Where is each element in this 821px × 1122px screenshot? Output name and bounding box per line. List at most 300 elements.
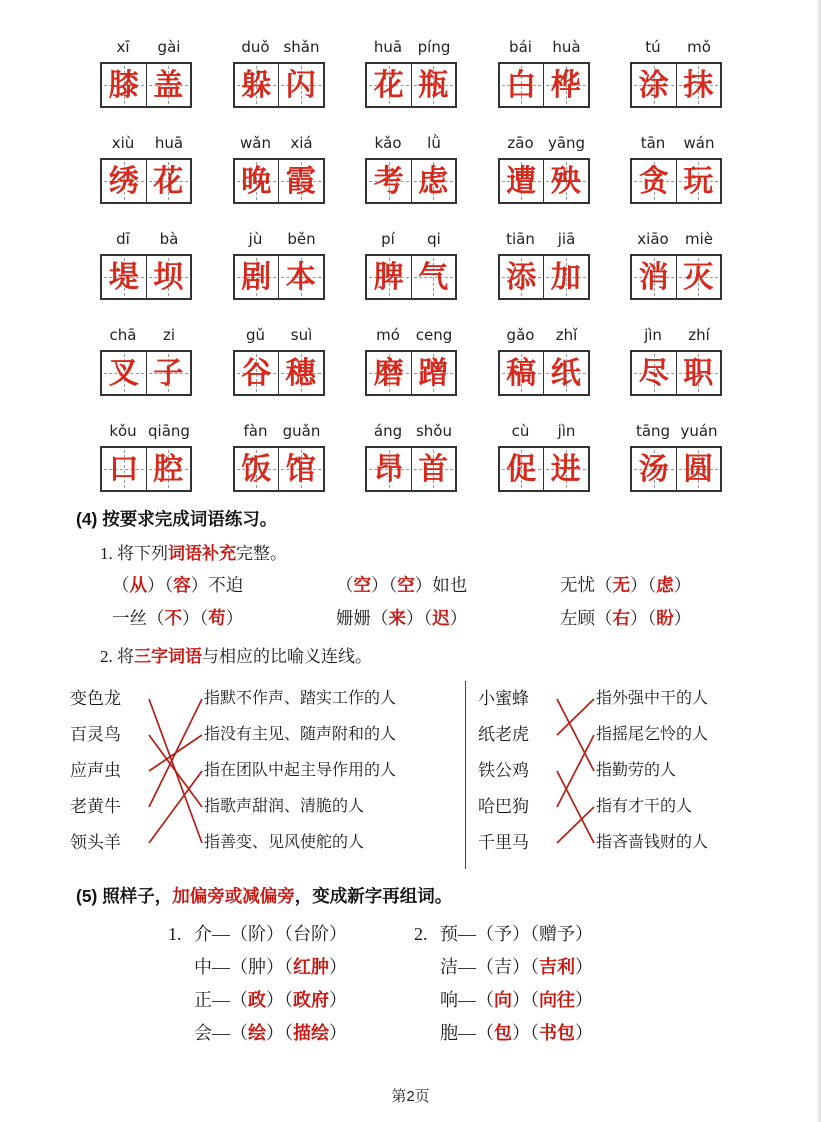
static-text: 与相应的比喻义连线。 bbox=[202, 647, 372, 666]
pinyin-syllable: kǒu bbox=[109, 422, 137, 440]
static-text: 一丝（ bbox=[112, 608, 165, 628]
connect-line bbox=[557, 699, 594, 771]
word-item bbox=[233, 134, 325, 204]
connect-meanings-column bbox=[204, 681, 465, 869]
connect-meaning: 指善变、见风使舵的人 bbox=[204, 834, 365, 851]
connect-meaning: 指摇尾乞怜的人 bbox=[596, 726, 709, 743]
grid-cell bbox=[102, 160, 146, 202]
pinyin-syllable: zhǐ bbox=[555, 326, 578, 344]
grid-cell bbox=[500, 64, 544, 106]
connect-word: 千里马 bbox=[478, 833, 529, 852]
character-grid-box bbox=[365, 158, 457, 204]
grid-cell bbox=[632, 64, 676, 106]
pinyin-label bbox=[233, 326, 325, 350]
word-item bbox=[498, 326, 590, 396]
static-text: —（ bbox=[212, 1023, 248, 1043]
connect-line bbox=[557, 807, 594, 843]
static-text: 正 bbox=[194, 990, 212, 1010]
pinyin-syllable: tiān bbox=[506, 230, 535, 248]
connect-word: 百灵鸟 bbox=[70, 725, 121, 744]
grid-cell bbox=[500, 160, 544, 202]
answer-text: 迟 bbox=[432, 608, 450, 628]
character-grid-box bbox=[233, 350, 325, 396]
pinyin-syllable: xiá bbox=[290, 134, 313, 152]
pinyin-syllable: xiù bbox=[111, 134, 135, 152]
item-number: 1. bbox=[168, 924, 182, 944]
pinyin-syllable: jìn bbox=[644, 326, 662, 344]
pinyin-syllable: cù bbox=[511, 422, 530, 440]
static-text: 中 bbox=[194, 957, 212, 977]
static-text: ）（ bbox=[266, 990, 293, 1010]
answer-text: 描绘 bbox=[293, 1023, 329, 1043]
static-text: 肿 bbox=[248, 957, 266, 977]
grid-cell bbox=[632, 256, 676, 298]
connect-meaning: 指没有主见、随声附和的人 bbox=[204, 726, 397, 743]
section5-col1 bbox=[168, 918, 414, 1050]
grid-cell bbox=[543, 352, 588, 394]
pinyin-syllable: běn bbox=[287, 230, 316, 248]
pinyin-label bbox=[365, 134, 457, 158]
pinyin-label bbox=[365, 422, 457, 446]
static-text: ） bbox=[329, 924, 347, 944]
static-text: 洁 bbox=[440, 957, 458, 977]
grid-character: 玩 bbox=[683, 165, 714, 198]
connect-lines bbox=[556, 681, 596, 869]
word-item bbox=[365, 326, 457, 396]
word-item bbox=[630, 134, 722, 204]
word-grid bbox=[0, 0, 821, 492]
pinyin-syllable: wǎn bbox=[240, 134, 271, 152]
grid-character: 首 bbox=[418, 453, 449, 486]
grid-character: 躲 bbox=[241, 69, 272, 102]
character-grid-box bbox=[630, 62, 722, 108]
connect-meaning: 指吝啬钱财的人 bbox=[596, 834, 709, 851]
character-grid-box bbox=[233, 446, 325, 492]
grid-character: 遭 bbox=[506, 165, 537, 198]
connect-area bbox=[70, 681, 770, 869]
character-grid-box bbox=[630, 254, 722, 300]
grid-character: 进 bbox=[550, 453, 581, 486]
pinyin-label bbox=[100, 38, 192, 62]
connect-meaning: 指在团队中起主导作用的人 bbox=[204, 762, 397, 779]
grid-cell bbox=[411, 256, 456, 298]
grid-character: 腔 bbox=[153, 453, 184, 486]
pinyin-syllable: qi bbox=[427, 230, 441, 248]
static-text: 1. 将下列 bbox=[100, 544, 168, 563]
word-item bbox=[630, 230, 722, 300]
fill-in-phrase bbox=[336, 572, 560, 597]
pinyin-syllable: suì bbox=[290, 326, 313, 344]
character-grid-box bbox=[365, 254, 457, 300]
pinyin-label bbox=[630, 422, 722, 446]
static-text: ）（ bbox=[266, 1023, 293, 1043]
grid-cell bbox=[235, 448, 279, 490]
grid-character: 桦 bbox=[550, 69, 581, 102]
static-text: (5) 照样子， bbox=[76, 886, 173, 906]
connect-meaning: 指勤劳的人 bbox=[596, 762, 677, 779]
word-grid-row bbox=[100, 326, 722, 396]
answer-text: 绘 bbox=[248, 1023, 266, 1043]
pinyin-syllable: zāo bbox=[507, 134, 534, 152]
character-grid-box bbox=[100, 62, 192, 108]
word-item bbox=[100, 134, 192, 204]
pinyin-label bbox=[233, 422, 325, 446]
grid-character: 绣 bbox=[108, 165, 139, 198]
grid-character: 加 bbox=[550, 261, 581, 294]
character-grid-box bbox=[630, 446, 722, 492]
pinyin-syllable: guǎn bbox=[282, 422, 321, 440]
connect-meaning: 指有才干的人 bbox=[596, 798, 693, 815]
section5-body bbox=[0, 918, 821, 1050]
grid-character: 晚 bbox=[241, 165, 272, 198]
connect-lines-svg bbox=[148, 685, 204, 865]
pinyin-syllable: pí bbox=[381, 230, 395, 248]
pinyin-syllable: gài bbox=[157, 38, 181, 56]
grid-character: 盖 bbox=[153, 69, 184, 102]
pinyin-syllable: zhí bbox=[688, 326, 710, 344]
grid-character: 殃 bbox=[550, 165, 581, 198]
static-text: ）（ bbox=[406, 608, 433, 628]
derive-item bbox=[414, 984, 593, 1017]
pinyin-syllable: yuán bbox=[680, 422, 718, 440]
grid-cell bbox=[632, 352, 676, 394]
phrase-row bbox=[112, 605, 821, 630]
static-text: ）（ bbox=[266, 957, 293, 977]
grid-cell bbox=[500, 352, 544, 394]
static-text: ）（ bbox=[512, 1023, 539, 1043]
connect-meanings-column bbox=[596, 681, 765, 869]
pinyin-label bbox=[630, 326, 722, 350]
grid-cell bbox=[632, 160, 676, 202]
character-grid-box bbox=[100, 350, 192, 396]
word-grid-row bbox=[100, 38, 722, 108]
answer-text: 从 bbox=[129, 575, 147, 595]
grid-character: 剧 bbox=[241, 261, 272, 294]
grid-cell bbox=[146, 448, 191, 490]
answer-text: 右 bbox=[612, 608, 630, 628]
pinyin-syllable: kǎo bbox=[374, 134, 402, 152]
answer-text: 包 bbox=[494, 1023, 512, 1043]
grid-character: 闪 bbox=[285, 69, 316, 102]
answer-text: 来 bbox=[388, 608, 406, 628]
grid-character: 瓶 bbox=[418, 69, 449, 102]
grid-character: 磨 bbox=[373, 357, 404, 390]
connect-meaning: 指外强中干的人 bbox=[596, 690, 709, 707]
grid-cell bbox=[543, 256, 588, 298]
derive-item bbox=[414, 918, 593, 951]
grid-character: 圆 bbox=[683, 453, 714, 486]
connect-word: 变色龙 bbox=[70, 689, 121, 708]
pinyin-label bbox=[100, 326, 192, 350]
grid-character: 口 bbox=[108, 453, 139, 486]
word-grid-row bbox=[100, 230, 722, 300]
word-item bbox=[233, 38, 325, 108]
character-grid-box bbox=[365, 446, 457, 492]
word-grid-row bbox=[100, 422, 722, 492]
static-text: —（ bbox=[212, 924, 248, 944]
static-text: 台阶 bbox=[293, 924, 329, 944]
word-item bbox=[100, 326, 192, 396]
grid-character: 汤 bbox=[638, 453, 669, 486]
word-item bbox=[498, 422, 590, 492]
word-grid-row bbox=[100, 134, 722, 204]
pinyin-syllable: mǒ bbox=[687, 38, 711, 56]
page-number: 第2页 bbox=[391, 1088, 430, 1105]
character-grid-box bbox=[100, 446, 192, 492]
grid-cell bbox=[411, 64, 456, 106]
static-text: 左顾（ bbox=[560, 608, 613, 628]
grid-cell bbox=[543, 448, 588, 490]
derive-item bbox=[414, 951, 593, 984]
connect-word: 小蜜蜂 bbox=[478, 689, 529, 708]
connect-lines-svg bbox=[556, 685, 596, 865]
connect-line bbox=[149, 699, 202, 807]
pinyin-label bbox=[365, 326, 457, 350]
static-text: ）（ bbox=[147, 575, 174, 595]
grid-cell bbox=[102, 448, 146, 490]
static-text: ） bbox=[575, 990, 593, 1010]
fill-in-phrase bbox=[112, 605, 336, 630]
grid-character: 霞 bbox=[285, 165, 316, 198]
grid-character: 坝 bbox=[153, 261, 184, 294]
grid-character: 贪 bbox=[638, 165, 669, 198]
fill-in-phrase bbox=[112, 572, 336, 597]
static-text: 2. 将 bbox=[100, 647, 134, 666]
character-grid-box bbox=[100, 158, 192, 204]
pinyin-syllable: ceng bbox=[415, 326, 453, 344]
character-grid-box bbox=[498, 158, 590, 204]
grid-character: 促 bbox=[506, 453, 537, 486]
pinyin-label bbox=[630, 134, 722, 158]
grid-cell bbox=[278, 64, 323, 106]
answer-text: 政府 bbox=[293, 990, 329, 1010]
character-grid-box bbox=[498, 62, 590, 108]
derive-item bbox=[414, 1017, 593, 1050]
static-text: ） bbox=[575, 1023, 593, 1043]
word-item bbox=[100, 230, 192, 300]
grid-character: 饭 bbox=[241, 453, 272, 486]
character-grid-box bbox=[233, 62, 325, 108]
grid-character: 脾 bbox=[373, 261, 404, 294]
grid-character: 考 bbox=[373, 165, 404, 198]
grid-character: 职 bbox=[683, 357, 714, 390]
pinyin-syllable: tú bbox=[645, 38, 661, 56]
connect-word: 领头羊 bbox=[70, 833, 121, 852]
static-text: —（ bbox=[458, 957, 494, 977]
word-item bbox=[498, 230, 590, 300]
connect-line bbox=[557, 699, 594, 735]
static-text: ）（ bbox=[630, 575, 657, 595]
derive-item bbox=[168, 918, 414, 951]
static-text: ） bbox=[575, 924, 593, 944]
grid-cell bbox=[146, 352, 191, 394]
character-grid-box bbox=[498, 254, 590, 300]
pinyin-label bbox=[498, 422, 590, 446]
grid-character: 花 bbox=[373, 69, 404, 102]
answer-text: 不 bbox=[164, 608, 182, 628]
grid-cell bbox=[146, 160, 191, 202]
grid-cell bbox=[676, 64, 721, 106]
pinyin-label bbox=[630, 230, 722, 254]
pinyin-syllable: xiāo bbox=[637, 230, 669, 248]
grid-cell bbox=[278, 448, 323, 490]
grid-character: 涂 bbox=[638, 69, 669, 102]
connect-line bbox=[557, 771, 594, 843]
static-text: ）（ bbox=[512, 990, 539, 1010]
pinyin-syllable: bái bbox=[509, 38, 532, 56]
connect-lines bbox=[148, 681, 204, 869]
pinyin-syllable: píng bbox=[417, 38, 451, 56]
grid-character: 消 bbox=[638, 261, 669, 294]
pinyin-syllable: jiā bbox=[557, 230, 576, 248]
static-text: 会 bbox=[194, 1023, 212, 1043]
grid-character: 穗 bbox=[285, 357, 316, 390]
answer-text: 向往 bbox=[539, 990, 575, 1010]
ex1-label bbox=[100, 539, 821, 564]
character-grid-box bbox=[365, 62, 457, 108]
connect-word: 老黄牛 bbox=[70, 797, 121, 816]
static-text: ）如也 bbox=[414, 575, 468, 595]
pinyin-syllable: fàn bbox=[243, 422, 268, 440]
static-text: 阶 bbox=[248, 924, 266, 944]
grid-cell bbox=[632, 448, 676, 490]
item-number: 2. bbox=[414, 924, 428, 944]
scan-edge bbox=[816, 0, 821, 1122]
pinyin-syllable: lǜ bbox=[427, 134, 441, 152]
static-text: —（ bbox=[458, 990, 494, 1010]
grid-character: 稿 bbox=[506, 357, 537, 390]
fill-in-phrase bbox=[560, 605, 691, 630]
pinyin-syllable: zi bbox=[162, 326, 176, 344]
word-item bbox=[100, 422, 192, 492]
word-item bbox=[630, 326, 722, 396]
section4-heading: (4) 按要求完成词语练习。 bbox=[76, 509, 278, 529]
pinyin-label bbox=[498, 134, 590, 158]
connect-words-column bbox=[478, 681, 556, 869]
pinyin-label bbox=[365, 38, 457, 62]
word-item bbox=[498, 134, 590, 204]
pinyin-label bbox=[100, 134, 192, 158]
connect-left bbox=[70, 681, 465, 869]
character-grid-box bbox=[498, 446, 590, 492]
pinyin-syllable: qiāng bbox=[148, 422, 190, 440]
word-item bbox=[365, 230, 457, 300]
pinyin-syllable: gǔ bbox=[245, 326, 266, 344]
character-grid-box bbox=[630, 350, 722, 396]
character-grid-box bbox=[498, 350, 590, 396]
answer-text: 虑 bbox=[656, 575, 674, 595]
answer-text: 词语补充 bbox=[168, 544, 236, 563]
static-text: 姗姗（ bbox=[336, 608, 389, 628]
word-item bbox=[630, 38, 722, 108]
static-text: （ bbox=[112, 575, 130, 595]
pinyin-syllable: gǎo bbox=[506, 326, 535, 344]
static-text: ） bbox=[329, 1023, 347, 1043]
static-text: ）（ bbox=[512, 957, 539, 977]
answer-text: 容 bbox=[173, 575, 191, 595]
connect-word: 纸老虎 bbox=[478, 725, 529, 744]
grid-character: 虑 bbox=[418, 165, 449, 198]
grid-cell bbox=[146, 256, 191, 298]
pinyin-label bbox=[233, 134, 325, 158]
grid-cell bbox=[235, 64, 279, 106]
static-text: 予 bbox=[494, 924, 512, 944]
connect-word: 铁公鸡 bbox=[478, 761, 529, 780]
pinyin-label bbox=[498, 326, 590, 350]
grid-character: 谷 bbox=[241, 357, 272, 390]
fill-in-phrase bbox=[560, 572, 691, 597]
connect-meaning: 指默不作声、踏实工作的人 bbox=[204, 690, 397, 707]
grid-character: 花 bbox=[153, 165, 184, 198]
answer-text: 吉利 bbox=[539, 957, 575, 977]
grid-cell bbox=[367, 352, 411, 394]
static-text: ）（ bbox=[182, 608, 209, 628]
pinyin-syllable: miè bbox=[684, 230, 713, 248]
pinyin-syllable: tāng bbox=[635, 422, 671, 440]
word-item bbox=[233, 230, 325, 300]
grid-character: 尽 bbox=[638, 357, 669, 390]
phrase-row bbox=[112, 572, 821, 597]
ex2-label bbox=[100, 642, 821, 667]
grid-character: 气 bbox=[418, 261, 449, 294]
pinyin-syllable: mó bbox=[376, 326, 400, 344]
grid-cell bbox=[543, 160, 588, 202]
pinyin-syllable: tān bbox=[640, 134, 666, 152]
fill-in-phrase bbox=[336, 605, 560, 630]
grid-cell bbox=[676, 352, 721, 394]
character-grid-box bbox=[630, 158, 722, 204]
pinyin-label bbox=[100, 422, 192, 446]
answer-text: 苟 bbox=[208, 608, 226, 628]
connect-word: 应声虫 bbox=[70, 761, 121, 780]
static-text: —（ bbox=[212, 957, 248, 977]
static-text: ） bbox=[673, 608, 692, 628]
word-item bbox=[498, 38, 590, 108]
static-text: —（ bbox=[458, 1023, 494, 1043]
pinyin-syllable: áng bbox=[373, 422, 403, 440]
connect-line bbox=[149, 735, 202, 807]
static-text: ） bbox=[225, 608, 244, 628]
grid-character: 白 bbox=[506, 69, 537, 102]
static-text: 预 bbox=[440, 924, 458, 944]
character-grid-box bbox=[365, 350, 457, 396]
static-text: ）（ bbox=[371, 575, 398, 595]
grid-cell bbox=[278, 352, 323, 394]
grid-character: 蹭 bbox=[418, 357, 449, 390]
pinyin-syllable: xī bbox=[116, 38, 130, 56]
pinyin-syllable: chā bbox=[109, 326, 137, 344]
word-item bbox=[233, 422, 325, 492]
static-text: ）不迫 bbox=[190, 575, 244, 595]
answer-text: 加偏旁或减偏旁 bbox=[172, 886, 295, 906]
connect-words-column bbox=[70, 681, 148, 869]
static-text: ，变成新字再组词。 bbox=[294, 886, 453, 906]
pinyin-label bbox=[498, 230, 590, 254]
connect-word: 哈巴狗 bbox=[478, 797, 529, 816]
character-grid-box bbox=[233, 254, 325, 300]
word-item bbox=[365, 422, 457, 492]
grid-character: 昂 bbox=[373, 453, 404, 486]
grid-cell bbox=[500, 256, 544, 298]
static-text: 胞 bbox=[440, 1023, 458, 1043]
character-grid-box bbox=[233, 158, 325, 204]
pinyin-syllable: duǒ bbox=[241, 38, 270, 56]
pinyin-label bbox=[498, 38, 590, 62]
static-text: 响 bbox=[440, 990, 458, 1010]
static-text: ） bbox=[575, 957, 593, 977]
pinyin-syllable: shǒu bbox=[415, 422, 452, 440]
answer-text: 政 bbox=[248, 990, 266, 1010]
